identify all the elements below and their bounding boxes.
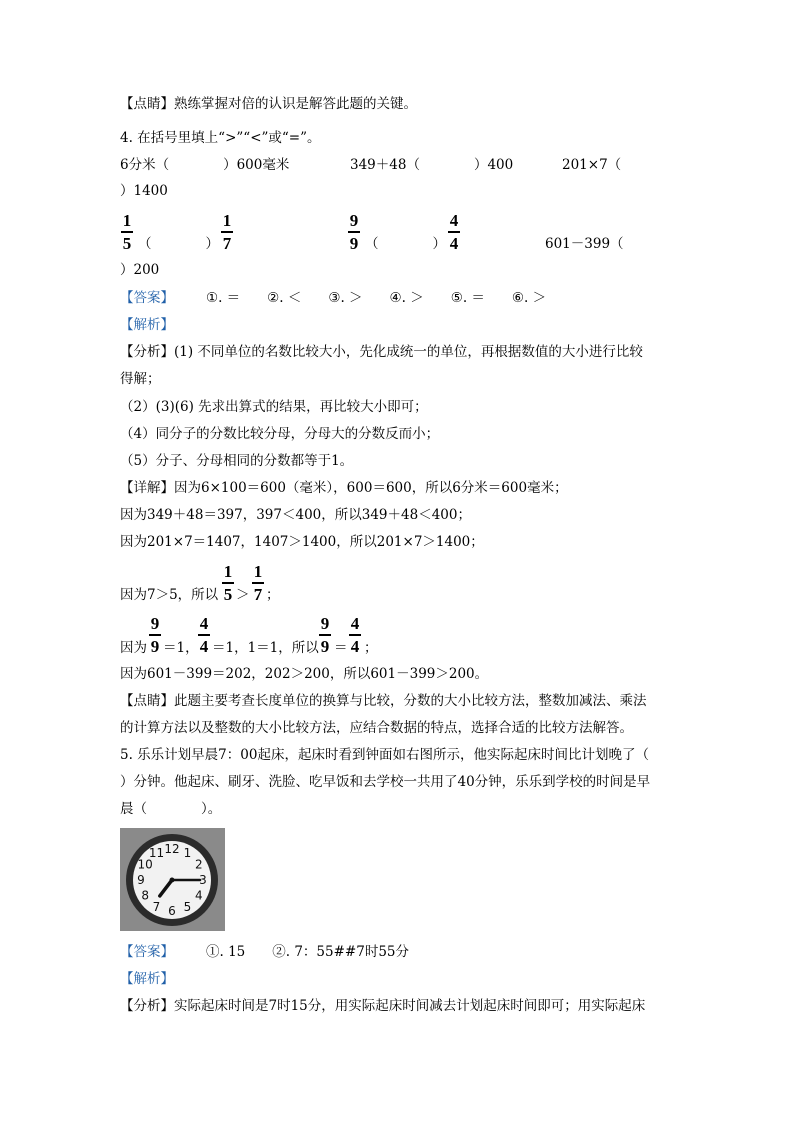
clock-numeral: 7 bbox=[152, 899, 161, 914]
clock-numeral: 8 bbox=[141, 888, 150, 903]
clock-numeral: 2 bbox=[194, 857, 203, 872]
clock-numeral: 5 bbox=[183, 899, 192, 914]
fraction: 4 4 bbox=[199, 614, 209, 656]
question-5-a: 5. 乐乐计划早晨7：00起床，起床时看到钟面如右图所示，他实际起床时间比计划晚了（ bbox=[120, 747, 649, 763]
analysis-1: 【分析】(1) 不同单位的名数比较大小，先化成统一的单位，再根据数值的大小进行比较 bbox=[120, 344, 643, 360]
analysis-2: （2）(3)(6) 先求出算式的结果，再比较大小即可； bbox=[120, 399, 428, 415]
clock-numeral: 11 bbox=[148, 846, 165, 861]
detail-4-gt: ＞ bbox=[236, 587, 250, 603]
jiexi-tag: 【解析】 bbox=[120, 317, 174, 333]
detail-5c: ＝1，1＝1，所以 bbox=[212, 640, 319, 656]
clock-numeral: 4 bbox=[194, 888, 203, 903]
question-5-b: ）分钟。他起床、刷牙、洗脸、吃早饭和去学校一共用了40分钟，乐乐到学校的时间是早 bbox=[120, 774, 651, 790]
dianjing-2a: 【点睛】此题主要考查长度单位的换算与比较，分数的大小比较方法，整数加减法、乘法 bbox=[120, 693, 647, 709]
clock-numeral: 12 bbox=[164, 842, 180, 856]
q4-paren-1: （ ） bbox=[138, 236, 219, 252]
clock-numeral: 3 bbox=[199, 873, 207, 887]
q4-item-b: 349＋48（ ）400 bbox=[350, 157, 514, 173]
answer-row bbox=[120, 288, 546, 308]
dianjing-2b: 的计算方法以及整数的大小比较方法，应结合数据的特点，选择合适的比较方法解答。 bbox=[120, 720, 633, 736]
fraction: 1 7 bbox=[253, 562, 263, 604]
clock-icon bbox=[120, 828, 225, 931]
analysis-5: 【分析】实际起床时间是7时15分，用实际起床时间减去计划起床时间即可；用实际起床 bbox=[120, 998, 646, 1014]
question-4-title: 4. 在括号里填上“>”“<”或“=”。 bbox=[120, 130, 321, 146]
clock-numeral: 9 bbox=[137, 873, 145, 887]
answer-values: ①. ＝ ②. ＜ ③. ＞ ④. ＞ ⑤. ＝ ⑥. ＞ bbox=[206, 290, 547, 306]
fraction: 1 5 bbox=[122, 211, 132, 253]
clock-numeral: 1 bbox=[183, 846, 192, 861]
detail-3: 因为201×7＝1407，1407＞1400，所以201×7＞1400； bbox=[120, 534, 484, 550]
analysis-4: （5）分子、分母相同的分数都等于1。 bbox=[120, 453, 354, 469]
detail-4-end: ； bbox=[266, 587, 280, 603]
q4-item-f: 601－399（ bbox=[545, 236, 624, 252]
detail-5d: ＝ bbox=[334, 640, 348, 656]
fraction: 4 4 bbox=[449, 211, 459, 253]
q4-paren-2: （ ） bbox=[365, 236, 446, 252]
detail-5b: ＝1， bbox=[163, 640, 199, 656]
q4-item-a: 6分米（ ）600毫米 bbox=[120, 157, 290, 173]
fraction: 4 4 bbox=[350, 614, 360, 656]
detail-4: 因为7＞5，所以 bbox=[120, 587, 219, 603]
question-5-c: 晨（ ）。 bbox=[120, 801, 222, 817]
clock-numeral: 6 bbox=[168, 904, 176, 918]
detail-6: 因为601－399＝202，202＞200，所以601－399＞200。 bbox=[120, 666, 489, 682]
answer-row-2 bbox=[120, 942, 409, 962]
fraction: 1 5 bbox=[223, 562, 233, 604]
line-dianjing-1: 【点睛】熟练掌握对倍的认识是解答此题的关键。 bbox=[120, 96, 417, 112]
detail-5a: 因为 bbox=[120, 640, 147, 656]
q4-item-f-cont: ）200 bbox=[120, 262, 160, 278]
analysis-3: （4）同分子的分数比较分母，分母大的分数反而小； bbox=[120, 426, 440, 442]
q4-item-c-cont: ）1400 bbox=[120, 183, 168, 199]
detail-1: 【详解】因为6×100＝600（毫米），600＝600，所以6分米＝600毫米； bbox=[120, 480, 568, 496]
fraction: 1 7 bbox=[222, 211, 232, 253]
fraction: 9 9 bbox=[320, 614, 330, 656]
detail-2: 因为349＋48＝397，397＜400，所以349＋48＜400； bbox=[120, 507, 471, 523]
clock-numeral: 10 bbox=[137, 857, 153, 872]
fraction: 9 9 bbox=[150, 614, 160, 656]
analysis-1b: 得解； bbox=[120, 371, 161, 387]
answer-tag: 【答案】 bbox=[120, 290, 174, 306]
clock-image bbox=[120, 828, 225, 931]
jiexi-tag-2: 【解析】 bbox=[120, 971, 174, 987]
q4-item-c: 201×7（ bbox=[562, 157, 622, 173]
fraction: 9 9 bbox=[349, 211, 359, 253]
answer-values-2: ①. 15 ②. 7：55##7时55分 bbox=[206, 944, 410, 960]
detail-5e: ； bbox=[364, 640, 378, 656]
answer-tag: 【答案】 bbox=[120, 944, 174, 960]
